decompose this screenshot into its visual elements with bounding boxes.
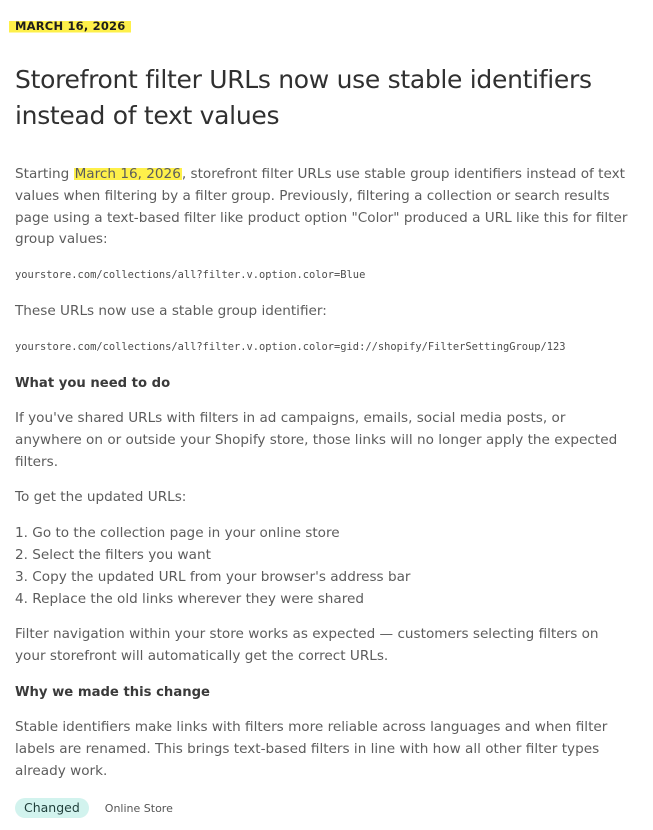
steps-intro: To get the updated URLs: (15, 489, 187, 506)
page-title: Storefront filter URLs now use stable identifiers instead of text values (15, 65, 592, 130)
article-body (15, 164, 630, 796)
why-paragraph: Stable identifiers make links with filters more reliable across languages and when filter labels are renamed. This brings text-based filters in line with how all other filter types already work. (15, 718, 608, 779)
category-tag[interactable]: Online Store (104, 801, 173, 815)
intro-suffix: , storefront filter URLs use stable group identifiers instead of text values when filtering by a filter group. Previously, filtering a collection or search results page using a text-based filter like product option "Color" produced a URL like this for filter group values: (15, 166, 628, 248)
tags-row (15, 798, 173, 818)
intro-prefix: Starting (15, 166, 74, 182)
navigation-note: Filter navigation within your store works as expected — customers selecting filters on your storefront will automatically get the correct URLs. (15, 626, 599, 665)
list-item: 1. Go to the collection page in your online store (15, 525, 340, 542)
date-label: MARCH 16, 2026 (9, 15, 131, 35)
list-item: 2. Select the filters you want (15, 546, 211, 563)
old-url-code: yourstore.com/collections/all?filter.v.option.color=Blue (15, 269, 366, 282)
what-to-do-heading: What you need to do (15, 375, 171, 391)
list-item: 3. Copy the updated URL from your browser's address bar (15, 568, 411, 585)
steps-list (15, 523, 630, 610)
why-heading: Why we made this change (15, 684, 210, 700)
new-url-code: yourstore.com/collections/all?filter.v.option.color=gid://shopify/FilterSettingGroup/123 (15, 340, 566, 353)
date-highlight: March 16, 2026 (74, 166, 181, 182)
what-to-do-paragraph: If you've shared URLs with filters in ad campaigns, emails, social media posts, or anywhere on or outside your Shopify store, those links will no longer apply the expected filters. (15, 409, 618, 470)
status-badge[interactable]: Changed (15, 798, 89, 818)
new-url-intro: These URLs now use a stable group identifier: (15, 303, 327, 320)
intro-paragraph (15, 164, 630, 251)
list-item: 4. Replace the old links wherever they were shared (15, 590, 365, 607)
